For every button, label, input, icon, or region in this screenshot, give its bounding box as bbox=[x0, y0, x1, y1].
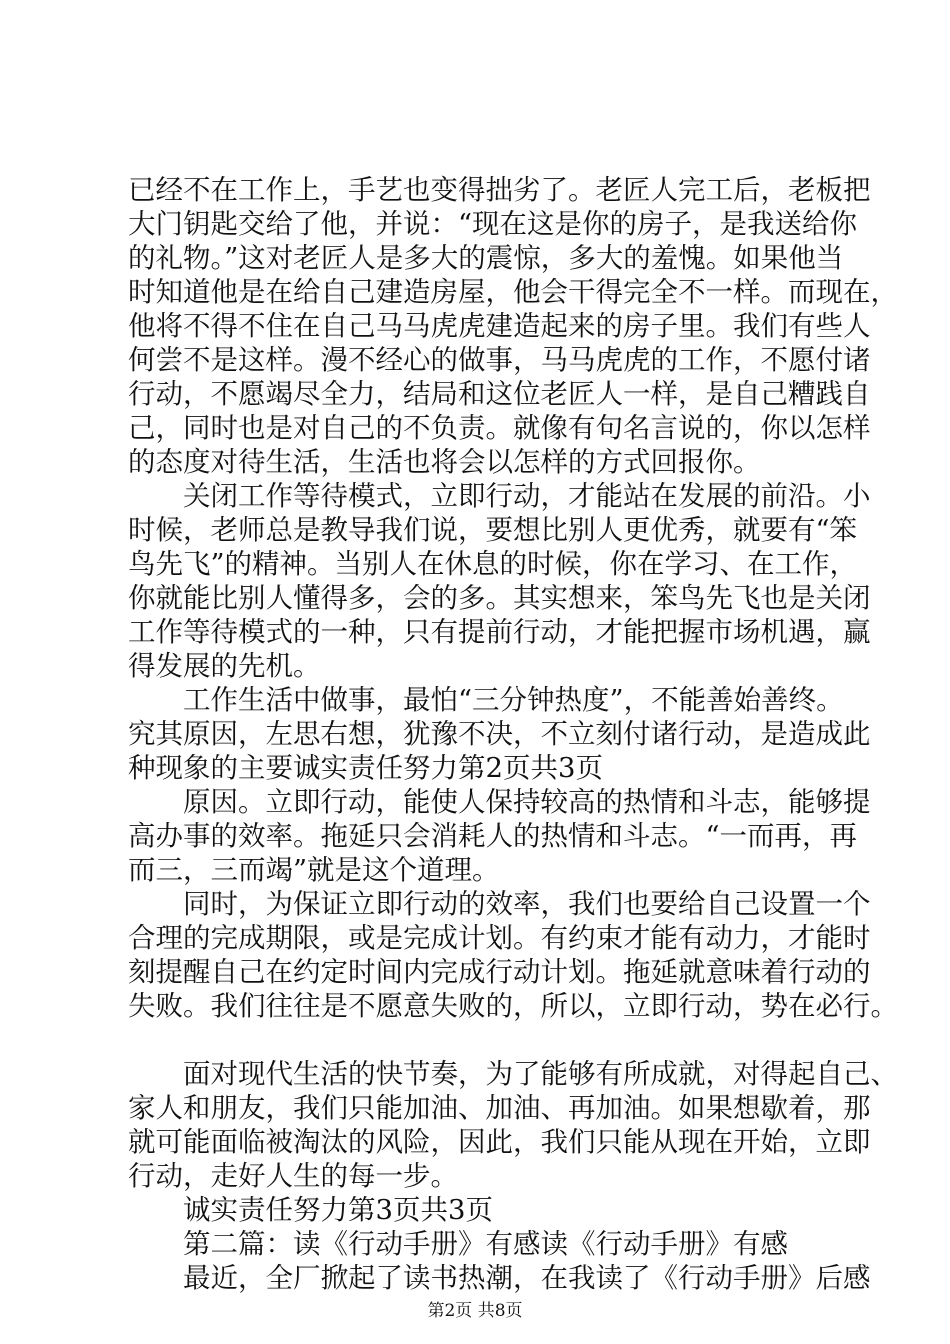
paragraph-first-line: 关闭工作等待模式，立即行动，才能站在发展的前沿。小 bbox=[183, 480, 871, 512]
body-line: 而三，三而竭”就是这个道理。 bbox=[128, 854, 500, 886]
body-line: 种现象的主要诚实责任努力第2页共3页 bbox=[128, 752, 603, 784]
body-line: 你就能比别人懂得多，会的多。其实想来，笨鸟先飞也是关闭 bbox=[128, 582, 871, 614]
body-line: 何尝不是这样。漫不经心的做事，马马虎虎的工作，不愿付诸 bbox=[128, 344, 871, 376]
page-footer: 第2页 共8页 bbox=[427, 1301, 523, 1321]
body-line: 已经不在工作上，手艺也变得拙劣了。老匠人完工后，老板把 bbox=[128, 174, 871, 206]
body-line: 鸟先飞”的精神。当别人在休息的时候，你在学习、在工作， bbox=[128, 548, 858, 580]
page-marker-line: 诚实责任努力第3页共3页 bbox=[183, 1194, 493, 1226]
body-line: 家人和朋友，我们只能加油、加油、再加油。如果想歇着，那 bbox=[128, 1092, 871, 1124]
section-heading: 第二篇：读《行动手册》有感读《行动手册》有感 bbox=[183, 1228, 788, 1260]
body-line: 时知道他是在给自己建造房屋，他会干得完全不一样。而现在， bbox=[128, 276, 898, 308]
body-line: 失败。我们往往是不愿意失败的，所以，立即行动，势在必行。 bbox=[128, 990, 898, 1022]
body-line: 行动，走好人生的每一步。 bbox=[128, 1160, 458, 1192]
paragraph-first-line: 原因。立即行动，能使人保持较高的热情和斗志，能够提 bbox=[183, 786, 871, 818]
body-line: 高办事的效率。拖延只会消耗人的热情和斗志。“一而再，再 bbox=[128, 820, 858, 852]
body-line: 时候，老师总是教导我们说，要想比别人更优秀，就要有“笨 bbox=[128, 514, 858, 546]
body-line: 刻提醒自己在约定时间内完成行动计划。拖延就意味着行动的 bbox=[128, 956, 871, 988]
body-line: 合理的完成期限，或是完成计划。有约束才能有动力，才能时 bbox=[128, 922, 871, 954]
paragraph-first-line: 工作生活中做事，最怕“三分钟热度”，不能善始善终。 bbox=[183, 684, 844, 716]
paragraph-first-line: 同时，为保证立即行动的效率，我们也要给自己设置一个 bbox=[183, 888, 871, 920]
body-line: 的礼物。”这对老匠人是多大的震惊，多大的羞愧。如果他当 bbox=[128, 242, 844, 274]
paragraph-first-line: 最近，全厂掀起了读书热潮，在我读了《行动手册》后感 bbox=[183, 1262, 871, 1294]
body-line: 行动，不愿竭尽全力，结局和这位老匠人一样，是自己糟践自 bbox=[128, 378, 871, 410]
body-line: 的态度对待生活，生活也将会以怎样的方式回报你。 bbox=[128, 446, 761, 478]
body-line: 他将不得不住在自己马马虎虎建造起来的房子里。我们有些人 bbox=[128, 310, 871, 342]
body-line: 得发展的先机。 bbox=[128, 650, 321, 682]
body-line: 工作等待模式的一种，只有提前行动，才能把握市场机遇，赢 bbox=[128, 616, 871, 648]
paragraph-first-line: 面对现代生活的快节奏，为了能够有所成就，对得起自己、 bbox=[183, 1058, 898, 1090]
body-line: 大门钥匙交给了他，并说：“现在这是你的房子，是我送给你 bbox=[128, 208, 858, 240]
body-line: 就可能面临被淘汰的风险，因此，我们只能从现在开始，立即 bbox=[128, 1126, 871, 1158]
body-line: 究其原因，左思右想，犹豫不决，不立刻付诸行动，是造成此 bbox=[128, 718, 871, 750]
body-line: 己，同时也是对自己的不负责。就像有句名言说的，你以怎样 bbox=[128, 412, 871, 444]
